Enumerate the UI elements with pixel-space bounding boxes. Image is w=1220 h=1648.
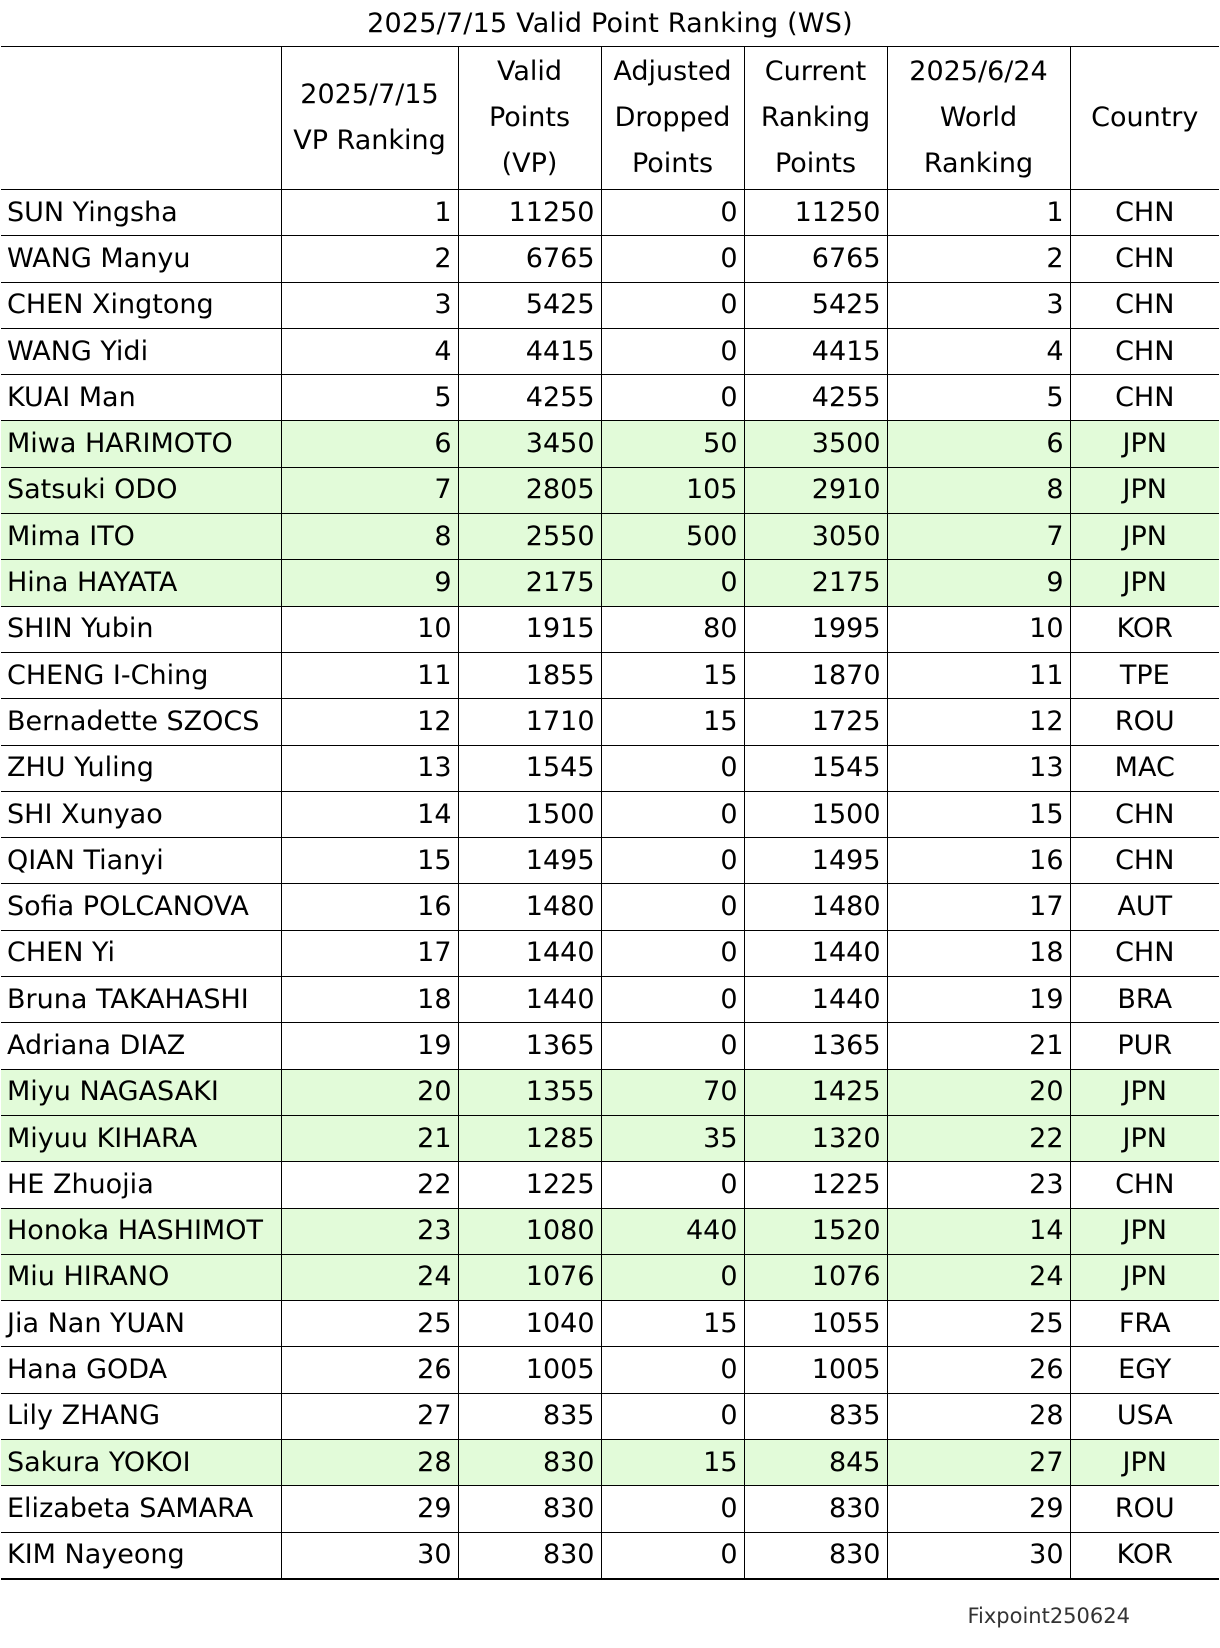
table-row [1, 1162, 1219, 1208]
player-name-cell: Miyuu KIHARA [1, 1115, 281, 1161]
country-cell: FRA [1070, 1301, 1219, 1347]
player-name-cell: Sakura YOKOI [1, 1440, 281, 1486]
vp-rank-cell: 16 [281, 884, 458, 930]
valid-points-cell: 11250 [458, 190, 601, 236]
player-name-cell: Miwa HARIMOTO [1, 421, 281, 467]
player-name-cell: Hina HAYATA [1, 560, 281, 606]
world-rank-cell: 13 [887, 745, 1070, 791]
player-name-cell: CHEN Yi [1, 930, 281, 976]
valid-points-cell: 1495 [458, 838, 601, 884]
player-name-cell: HE Zhuojia [1, 1162, 281, 1208]
player-name-cell: KIM Nayeong [1, 1532, 281, 1579]
valid-points-cell: 1545 [458, 745, 601, 791]
dropped-points-cell: 0 [601, 282, 744, 328]
table-row [1, 1347, 1219, 1393]
dropped-points-cell: 80 [601, 606, 744, 652]
valid-points-cell: 2805 [458, 467, 601, 513]
country-cell: CHN [1070, 375, 1219, 421]
country-cell: PUR [1070, 1023, 1219, 1069]
header-line: Ranking [760, 102, 871, 133]
vp-rank-cell: 21 [281, 1115, 458, 1161]
dropped-points-cell: 0 [601, 838, 744, 884]
table-row [1, 1254, 1219, 1300]
dropped-points-cell: 0 [601, 328, 744, 374]
world-rank-cell: 7 [887, 514, 1070, 560]
player-name-cell: Honoka HASHIMOT [1, 1208, 281, 1254]
country-cell: JPN [1070, 1069, 1219, 1115]
table-row [1, 930, 1219, 976]
country-cell: CHN [1070, 236, 1219, 282]
country-cell: JPN [1070, 560, 1219, 606]
world-rank-cell: 22 [887, 1115, 1070, 1161]
table-row [1, 652, 1219, 698]
vp-rank-cell: 14 [281, 791, 458, 837]
vp-rank-cell: 8 [281, 514, 458, 560]
country-cell: JPN [1070, 1440, 1219, 1486]
country-cell: JPN [1070, 1208, 1219, 1254]
country-cell: CHN [1070, 791, 1219, 837]
table-row [1, 745, 1219, 791]
table-row [1, 838, 1219, 884]
valid-points-cell: 835 [458, 1393, 601, 1439]
dropped-points-cell: 0 [601, 977, 744, 1023]
current-points-cell: 1425 [744, 1069, 887, 1115]
player-name-cell: Lily ZHANG [1, 1393, 281, 1439]
valid-points-cell: 1500 [458, 791, 601, 837]
current-points-cell: 1365 [744, 1023, 887, 1069]
player-name-cell: WANG Yidi [1, 328, 281, 374]
current-points-cell: 1495 [744, 838, 887, 884]
table-row [1, 1115, 1219, 1161]
vp-rank-cell: 20 [281, 1069, 458, 1115]
vp-rank-cell: 28 [281, 1440, 458, 1486]
player-name-cell: Hana GODA [1, 1347, 281, 1393]
world-rank-cell: 16 [887, 838, 1070, 884]
footer-note: Fixpoint250624 [967, 1604, 1130, 1628]
world-rank-cell: 10 [887, 606, 1070, 652]
world-rank-cell: 19 [887, 977, 1070, 1023]
vp-rank-cell: 29 [281, 1486, 458, 1532]
table-row [1, 1023, 1219, 1069]
dropped-points-cell: 15 [601, 1440, 744, 1486]
table-row [1, 514, 1219, 560]
world-rank-cell: 14 [887, 1208, 1070, 1254]
header-line: Country [1091, 102, 1199, 133]
table-row [1, 421, 1219, 467]
header-row [1, 47, 1219, 190]
country-cell: CHN [1070, 838, 1219, 884]
table-row [1, 1301, 1219, 1347]
country-cell: ROU [1070, 1486, 1219, 1532]
dropped-points-cell: 0 [601, 560, 744, 606]
country-cell: JPN [1070, 1254, 1219, 1300]
world-rank-cell: 5 [887, 375, 1070, 421]
vp-rank-cell: 10 [281, 606, 458, 652]
vp-rank-cell: 3 [281, 282, 458, 328]
current-points-cell: 1440 [744, 930, 887, 976]
country-cell: KOR [1070, 606, 1219, 652]
dropped-points-cell: 0 [601, 1023, 744, 1069]
country-cell: MAC [1070, 745, 1219, 791]
dropped-points-cell: 15 [601, 652, 744, 698]
dropped-points-cell: 0 [601, 1347, 744, 1393]
table-row [1, 375, 1219, 421]
vp-rank-cell: 9 [281, 560, 458, 606]
country-cell: ROU [1070, 699, 1219, 745]
header-valid-points [458, 47, 601, 190]
vp-rank-cell: 13 [281, 745, 458, 791]
current-points-cell: 835 [744, 1393, 887, 1439]
current-points-cell: 845 [744, 1440, 887, 1486]
current-points-cell: 2910 [744, 467, 887, 513]
current-points-cell: 1440 [744, 977, 887, 1023]
current-points-cell: 1995 [744, 606, 887, 652]
current-points-cell: 1480 [744, 884, 887, 930]
current-points-cell: 830 [744, 1486, 887, 1532]
world-rank-cell: 4 [887, 328, 1070, 374]
header-line: Current [764, 56, 867, 87]
dropped-points-cell: 0 [601, 791, 744, 837]
table-row [1, 236, 1219, 282]
valid-points-cell: 1355 [458, 1069, 601, 1115]
header-line: VP Ranking [293, 125, 446, 156]
valid-points-cell: 830 [458, 1532, 601, 1579]
vp-rank-cell: 6 [281, 421, 458, 467]
vp-rank-cell: 5 [281, 375, 458, 421]
valid-points-cell: 1480 [458, 884, 601, 930]
current-points-cell: 1055 [744, 1301, 887, 1347]
vp-rank-cell: 18 [281, 977, 458, 1023]
world-rank-cell: 3 [887, 282, 1070, 328]
valid-points-cell: 1365 [458, 1023, 601, 1069]
header-player [1, 47, 281, 190]
valid-points-cell: 1080 [458, 1208, 601, 1254]
dropped-points-cell: 35 [601, 1115, 744, 1161]
valid-points-cell: 5425 [458, 282, 601, 328]
dropped-points-cell: 15 [601, 699, 744, 745]
player-name-cell: Miyu NAGASAKI [1, 1069, 281, 1115]
valid-points-cell: 1285 [458, 1115, 601, 1161]
header-line: Points [488, 102, 571, 133]
player-name-cell: Elizabeta SAMARA [1, 1486, 281, 1532]
valid-points-cell: 1440 [458, 977, 601, 1023]
valid-points-cell: 1040 [458, 1301, 601, 1347]
country-cell: JPN [1070, 1115, 1219, 1161]
valid-points-cell: 2175 [458, 560, 601, 606]
world-rank-cell: 20 [887, 1069, 1070, 1115]
current-points-cell: 1225 [744, 1162, 887, 1208]
country-cell: JPN [1070, 467, 1219, 513]
world-rank-cell: 9 [887, 560, 1070, 606]
country-cell: CHN [1070, 1162, 1219, 1208]
country-cell: TPE [1070, 652, 1219, 698]
header-adjusted-dropped-points [601, 47, 744, 190]
header-line: Points [774, 148, 857, 179]
current-points-cell: 5425 [744, 282, 887, 328]
header-line: Valid [496, 56, 563, 87]
vp-rank-cell: 7 [281, 467, 458, 513]
header-line: (VP) [501, 148, 558, 179]
player-name-cell: Mima ITO [1, 514, 281, 560]
player-name-cell: SUN Yingsha [1, 190, 281, 236]
vp-rank-cell: 17 [281, 930, 458, 976]
country-cell: JPN [1070, 514, 1219, 560]
dropped-points-cell: 70 [601, 1069, 744, 1115]
vp-rank-cell: 2 [281, 236, 458, 282]
vp-rank-cell: 25 [281, 1301, 458, 1347]
current-points-cell: 6765 [744, 236, 887, 282]
header-line: Points [631, 148, 714, 179]
current-points-cell: 1545 [744, 745, 887, 791]
dropped-points-cell: 105 [601, 467, 744, 513]
world-rank-cell: 11 [887, 652, 1070, 698]
world-rank-cell: 23 [887, 1162, 1070, 1208]
vp-rank-cell: 4 [281, 328, 458, 374]
dropped-points-cell: 0 [601, 1254, 744, 1300]
valid-points-cell: 4415 [458, 328, 601, 374]
world-rank-cell: 24 [887, 1254, 1070, 1300]
vp-rank-cell: 11 [281, 652, 458, 698]
player-name-cell: Sofia POLCANOVA [1, 884, 281, 930]
country-cell: CHN [1070, 190, 1219, 236]
country-cell: CHN [1070, 930, 1219, 976]
table-row [1, 282, 1219, 328]
header-line: Adjusted [613, 56, 732, 87]
header-country [1070, 47, 1219, 190]
dropped-points-cell: 440 [601, 1208, 744, 1254]
world-rank-cell: 28 [887, 1393, 1070, 1439]
valid-points-cell: 830 [458, 1486, 601, 1532]
valid-points-cell: 1005 [458, 1347, 601, 1393]
vp-rank-cell: 23 [281, 1208, 458, 1254]
valid-points-cell: 1710 [458, 699, 601, 745]
world-rank-cell: 18 [887, 930, 1070, 976]
valid-points-cell: 1076 [458, 1254, 601, 1300]
world-rank-cell: 29 [887, 1486, 1070, 1532]
table-row [1, 1208, 1219, 1254]
table-body [1, 190, 1219, 1579]
table-row [1, 1393, 1219, 1439]
current-points-cell: 1500 [744, 791, 887, 837]
valid-points-cell: 2550 [458, 514, 601, 560]
player-name-cell: WANG Manyu [1, 236, 281, 282]
world-rank-cell: 1 [887, 190, 1070, 236]
header-line: World [939, 102, 1018, 133]
vp-rank-cell: 15 [281, 838, 458, 884]
player-name-cell: CHEN Xingtong [1, 282, 281, 328]
current-points-cell: 3500 [744, 421, 887, 467]
header-world-ranking [887, 47, 1070, 190]
country-cell: BRA [1070, 977, 1219, 1023]
player-name-cell: CHENG I-Ching [1, 652, 281, 698]
header-vp-ranking [281, 47, 458, 190]
country-cell: KOR [1070, 1532, 1219, 1579]
valid-points-cell: 3450 [458, 421, 601, 467]
vp-rank-cell: 22 [281, 1162, 458, 1208]
player-name-cell: SHI Xunyao [1, 791, 281, 837]
valid-points-cell: 1225 [458, 1162, 601, 1208]
player-name-cell: KUAI Man [1, 375, 281, 421]
valid-points-cell: 6765 [458, 236, 601, 282]
vp-rank-cell: 30 [281, 1532, 458, 1579]
current-points-cell: 1520 [744, 1208, 887, 1254]
current-points-cell: 4255 [744, 375, 887, 421]
table-row [1, 1069, 1219, 1115]
dropped-points-cell: 0 [601, 930, 744, 976]
current-points-cell: 1005 [744, 1347, 887, 1393]
header-line: 2025/6/24 [909, 56, 1048, 87]
current-points-cell: 1725 [744, 699, 887, 745]
table-row [1, 467, 1219, 513]
world-rank-cell: 27 [887, 1440, 1070, 1486]
current-points-cell: 2175 [744, 560, 887, 606]
player-name-cell: SHIN Yubin [1, 606, 281, 652]
table-row [1, 1486, 1219, 1532]
valid-points-cell: 1855 [458, 652, 601, 698]
country-cell: USA [1070, 1393, 1219, 1439]
valid-points-cell: 1440 [458, 930, 601, 976]
world-rank-cell: 17 [887, 884, 1070, 930]
current-points-cell: 1870 [744, 652, 887, 698]
header-current-ranking-points [744, 47, 887, 190]
current-points-cell: 1320 [744, 1115, 887, 1161]
current-points-cell: 830 [744, 1532, 887, 1579]
world-rank-cell: 26 [887, 1347, 1070, 1393]
vp-rank-cell: 27 [281, 1393, 458, 1439]
player-name-cell: Satsuki ODO [1, 467, 281, 513]
world-rank-cell: 30 [887, 1532, 1070, 1579]
table-row [1, 190, 1219, 236]
table-row [1, 884, 1219, 930]
world-rank-cell: 12 [887, 699, 1070, 745]
table-row [1, 699, 1219, 745]
world-rank-cell: 8 [887, 467, 1070, 513]
current-points-cell: 3050 [744, 514, 887, 560]
world-rank-cell: 6 [887, 421, 1070, 467]
dropped-points-cell: 0 [601, 1162, 744, 1208]
player-name-cell: Jia Nan YUAN [1, 1301, 281, 1347]
table-row [1, 328, 1219, 374]
dropped-points-cell: 50 [601, 421, 744, 467]
dropped-points-cell: 0 [601, 375, 744, 421]
country-cell: JPN [1070, 421, 1219, 467]
valid-points-cell: 830 [458, 1440, 601, 1486]
player-name-cell: Bruna TAKAHASHI [1, 977, 281, 1023]
world-rank-cell: 2 [887, 236, 1070, 282]
valid-points-cell: 4255 [458, 375, 601, 421]
world-rank-cell: 25 [887, 1301, 1070, 1347]
player-name-cell: Miu HIRANO [1, 1254, 281, 1300]
ranking-table [1, 46, 1219, 1580]
dropped-points-cell: 0 [601, 1532, 744, 1579]
player-name-cell: ZHU Yuling [1, 745, 281, 791]
dropped-points-cell: 0 [601, 884, 744, 930]
dropped-points-cell: 15 [601, 1301, 744, 1347]
dropped-points-cell: 500 [601, 514, 744, 560]
vp-rank-cell: 26 [281, 1347, 458, 1393]
player-name-cell: QIAN Tianyi [1, 838, 281, 884]
dropped-points-cell: 0 [601, 745, 744, 791]
header-line: 2025/7/15 [300, 79, 439, 110]
table-row [1, 1532, 1219, 1579]
valid-points-cell: 1915 [458, 606, 601, 652]
country-cell: EGY [1070, 1347, 1219, 1393]
header-line: Dropped [614, 102, 731, 133]
table-row [1, 1440, 1219, 1486]
current-points-cell: 1076 [744, 1254, 887, 1300]
player-name-cell: Bernadette SZOCS [1, 699, 281, 745]
dropped-points-cell: 0 [601, 236, 744, 282]
vp-rank-cell: 19 [281, 1023, 458, 1069]
table-row [1, 606, 1219, 652]
world-rank-cell: 21 [887, 1023, 1070, 1069]
current-points-cell: 4415 [744, 328, 887, 374]
dropped-points-cell: 0 [601, 1486, 744, 1532]
country-cell: AUT [1070, 884, 1219, 930]
dropped-points-cell: 0 [601, 1393, 744, 1439]
vp-rank-cell: 24 [281, 1254, 458, 1300]
vp-rank-cell: 1 [281, 190, 458, 236]
dropped-points-cell: 0 [601, 190, 744, 236]
table-row [1, 977, 1219, 1023]
world-rank-cell: 15 [887, 791, 1070, 837]
table-row [1, 560, 1219, 606]
page-title: 2025/7/15 Valid Point Ranking (WS) [367, 8, 853, 39]
country-cell: CHN [1070, 328, 1219, 374]
header-line: Ranking [923, 148, 1034, 179]
table-row [1, 791, 1219, 837]
country-cell: CHN [1070, 282, 1219, 328]
player-name-cell: Adriana DIAZ [1, 1023, 281, 1069]
vp-rank-cell: 12 [281, 699, 458, 745]
current-points-cell: 11250 [744, 190, 887, 236]
